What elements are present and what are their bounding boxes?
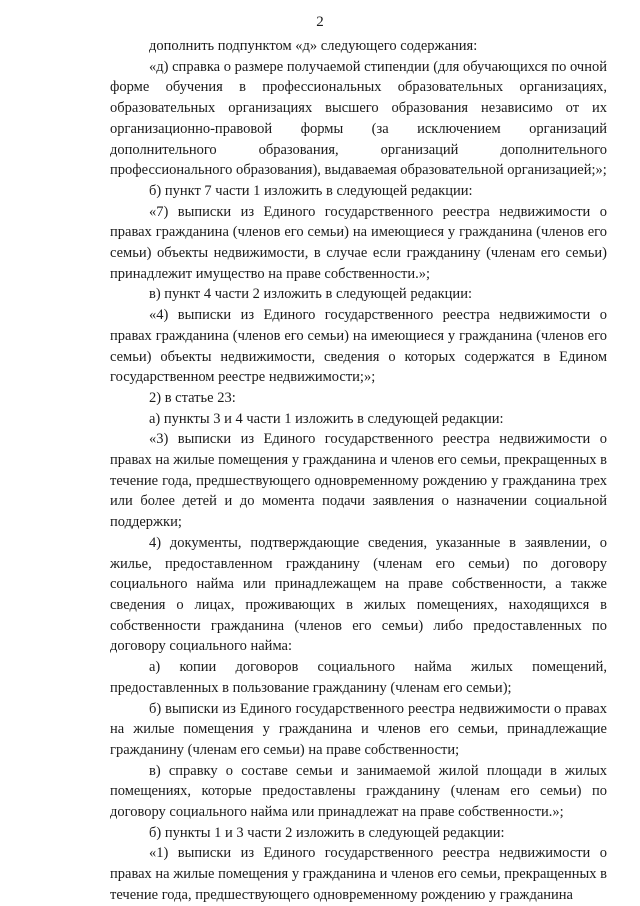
paragraph: а) пункты 3 и 4 части 1 изложить в следующей редакции: bbox=[149, 410, 504, 427]
paragraph: в) справку о составе семьи и занимаемой жилой площади в жилых помещениях, которые предоставлены гражданину (членам его семьи) по договору социального найма или принадлежат на праве собственности.»; bbox=[110, 762, 607, 821]
paragraph: «7) выписки из Единого государственного реестра недвижимости о правах гражданина (членов его семьи) на имеющиеся у гражданина (членов его семьи) объекты недвижимости, в случае если гражданину (членам его семьи) принадлежит имущество на праве собственности.»; bbox=[110, 203, 607, 282]
paragraph: б) пункты 1 и 3 части 2 изложить в следующей редакции: bbox=[149, 824, 505, 841]
paragraph: 4) документы, подтверждающие сведения, указанные в заявлении, о жилье, предоставленном гражданину (членам его семьи) по договору социального найма или принадлежащем на праве собственности, а также сведения о лицах, проживающих в жилых помещениях, находящихся в собственности гражданина (членов его семьи) либо предоставленных по договору социального найма: bbox=[110, 534, 607, 655]
paragraph: «3) выписки из Единого государственного реестра недвижимости о правах на жилые помещения у гражданина и членов его семьи, прекращенных в течение года, предшествующего одновременному рождению у гражданина трех или более детей и до момента подачи заявления о назначении социальной поддержки; bbox=[110, 431, 607, 531]
document-body bbox=[110, 36, 607, 906]
paragraph: б) пункт 7 части 1 изложить в следующей редакции: bbox=[149, 182, 473, 199]
paragraph: а) копии договоров социального найма жилых помещений, предоставленных в пользование гражданину (членам его семьи); bbox=[110, 659, 607, 696]
paragraph: б) выписки из Единого государственного реестра недвижимости о правах на жилые помещения у гражданина и членов его семьи, принадлежащие гражданину (членам его семьи) на праве собственности; bbox=[110, 700, 607, 758]
paragraph: «4) выписки из Единого государственного реестра недвижимости о правах гражданина (членов его семьи) на имеющиеся у гражданина (членов его семьи) объекты недвижимости, сведения о которых содержатся в Едином государственном реестре недвижимости;»; bbox=[110, 307, 607, 386]
paragraph: «д) справка о размере получаемой стипендии (для обучающихся по очной форме обучения в профессиональных образовательных организациях, образовательных организациях высшего образования независимо от их организационно-правовой формы (за исключением организаций дополнительного образования, организаций дополнительного профессионального образования), выдаваемая образовательной организацией;»; bbox=[110, 58, 607, 179]
page-number: 2 bbox=[316, 14, 324, 30]
paragraph: дополнить подпунктом «д» следующего содержания: bbox=[149, 38, 478, 54]
paragraph: 2) в статье 23: bbox=[149, 389, 236, 406]
paragraph: «1) выписки из Единого государственного реестра недвижимости о правах на жилые помещения у гражданина и членов его семьи, прекращенных в течение года, предшествующего одновременному рождению у гражданина bbox=[110, 845, 607, 903]
paragraph: в) пункт 4 части 2 изложить в следующей редакции: bbox=[149, 286, 472, 303]
